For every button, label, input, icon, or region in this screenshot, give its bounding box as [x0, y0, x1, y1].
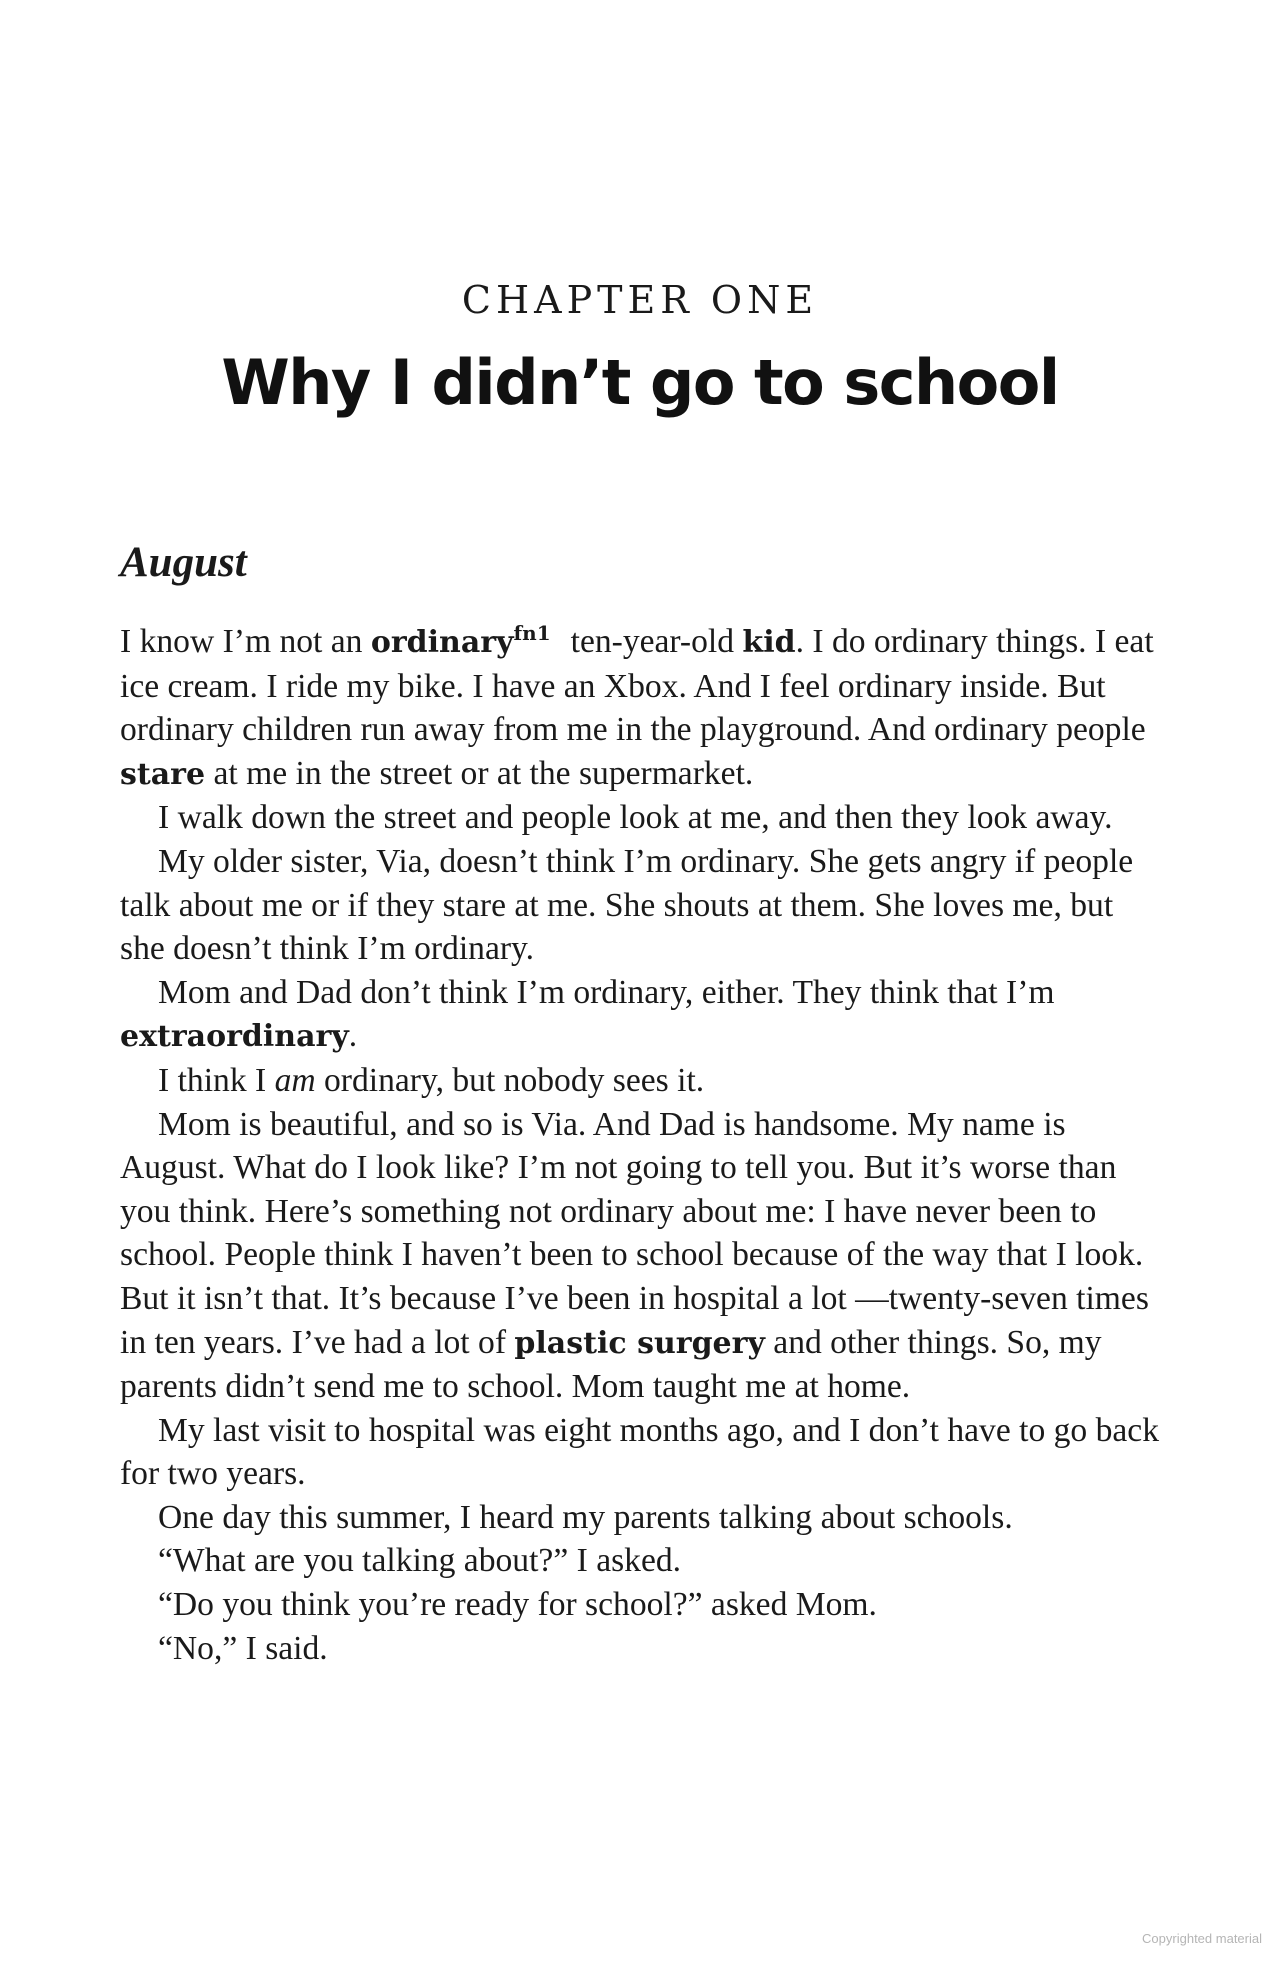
paragraph-2: I walk down the street and people look at me, and then they look away. — [158, 799, 1113, 837]
text-run: I know I’m not an — [120, 623, 371, 660]
text-run: Mom is beautiful, and so is Via. And Dad is handsome. My name is August. What do I look like? I’m not going to tell you. But it’s worse than you think. Here’s something not ordinary about me: I have never been to school. People think I haven’t been to school because of the way that I look. But it isn’t that. It’s because I’ve been in hospital a lot —twenty-seven times in ten years. I’ve had a lot of — [120, 1105, 1149, 1361]
glossary-term-stare: stare — [120, 756, 206, 792]
text-run: Mom and Dad don’t think I’m ordinary, either. They think that I’m — [158, 973, 1055, 1011]
chapter-body — [120, 620, 1162, 1670]
paragraph-8: One day this summer, I heard my parents talking about schools. — [158, 1498, 1013, 1536]
glossary-term-plastic-surgery: plastic surgery — [514, 1325, 765, 1361]
text-run: and other things. So, my parents didn’t send me to school. Mom taught me at home. — [120, 1323, 1102, 1406]
footnote-marker[interactable]: fn1 — [513, 620, 551, 645]
chapter-label: CHAPTER ONE — [461, 278, 819, 322]
text-run: ten-year-old — [570, 623, 743, 660]
text-run: . I do ordinary things. I eat ice cream. I ride my bike. I have an Xbox. And I feel ordinary inside. But ordinary children run away from me in the playground. And ordinary people — [120, 623, 1154, 749]
glossary-term-kid: kid — [742, 625, 796, 660]
paragraph-3: My older sister, Via, doesn’t think I’m ordinary. She gets angry if people talk about me or if they stare at me. She shouts at them. She loves me, but she doesn’t think I’m ordinary. — [120, 842, 1134, 968]
text-run: ordinary, but nobody sees it. — [315, 1061, 705, 1099]
paragraph-1 — [120, 620, 1162, 796]
paragraph-4 — [120, 971, 1162, 1059]
paragraph-6 — [120, 1103, 1162, 1409]
glossary-term-extraordinary: extraordinary — [120, 1019, 349, 1055]
paragraph-11: “No,” I said. — [158, 1629, 328, 1667]
section-heading: August — [120, 539, 247, 586]
paragraph-9: “What are you talking about?” I asked. — [158, 1542, 682, 1580]
text-run: I think I — [158, 1061, 275, 1099]
emphasis: am — [274, 1061, 316, 1099]
text-run: . — [348, 1017, 358, 1055]
chapter-title: Why I didn’t go to school — [221, 346, 1059, 419]
paragraph-10: “Do you think you’re ready for school?” asked Mom. — [158, 1586, 877, 1624]
glossary-term-ordinary: ordinary — [370, 625, 514, 660]
copyright-notice: Copyrighted material — [1142, 1931, 1262, 1946]
paragraph-7: My last visit to hospital was eight months ago, and I don’t have to go back for two years. — [120, 1411, 1159, 1493]
paragraph-5 — [120, 1059, 1162, 1103]
text-run: at me in the street or at the supermarket. — [205, 754, 754, 792]
